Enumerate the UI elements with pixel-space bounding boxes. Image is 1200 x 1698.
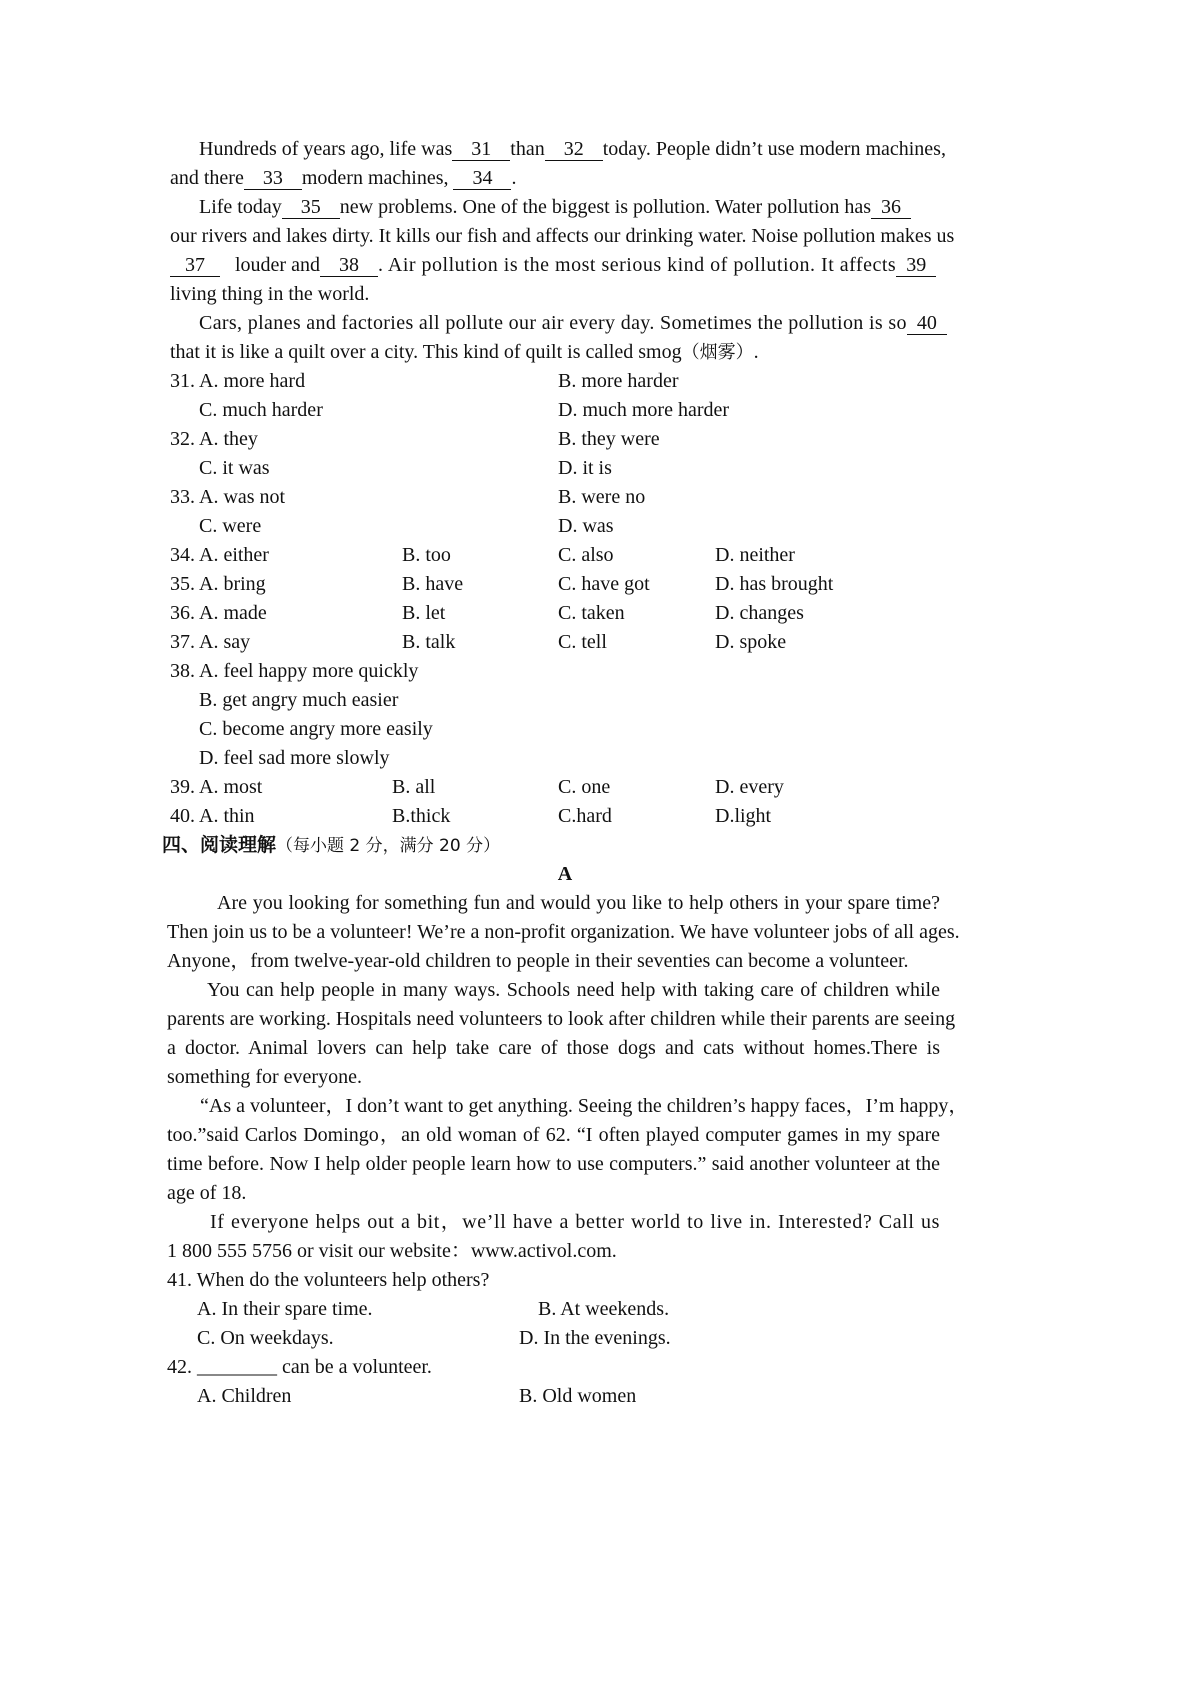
question-number: 37. [170, 631, 195, 653]
option-d: D. it is [558, 457, 612, 479]
cloze-text: modern machines, [301, 167, 449, 189]
option-d: D. has brought [715, 573, 834, 595]
option-c: C. tell [558, 631, 607, 653]
option-d: D. spoke [715, 631, 787, 653]
section-heading [162, 833, 500, 858]
option-c: C. much harder [199, 399, 323, 421]
cloze-text: . [511, 167, 517, 189]
passage-line: too.”said Carlos Domingo，an old woman of 62. “I often played computer games in my spare [167, 1124, 940, 1146]
passage-line: “As a volunteer，I don’t want to get anything. Seeing the children’s happy faces，I’m happy， [200, 1095, 969, 1117]
option-b: B. get angry much easier [199, 689, 399, 711]
question-number: 39. [170, 776, 195, 798]
option-b: B. were no [558, 486, 646, 508]
passage-line: time before. Now I help older people learn how to use computers.” said another volunteer at the [167, 1153, 940, 1175]
cloze-line [170, 340, 759, 365]
option-a: A. more hard [199, 370, 306, 392]
cloze-line: living thing in the world. [170, 283, 370, 305]
question-number: 32. [170, 428, 195, 450]
passage-line: Anyone，from twelve-year-old children to people in their seventies can become a volunteer. [167, 950, 909, 972]
cloze-text: Life today [199, 196, 282, 218]
option-b: B. more harder [558, 370, 679, 392]
section-note: （每小题 2 分，满分 20 分） [276, 836, 501, 856]
option-b: B. Old women [519, 1385, 637, 1407]
option-d: D. feel sad more slowly [199, 747, 390, 769]
cloze-text: new problems. One of the biggest is pollution. Water pollution has [339, 196, 872, 218]
option-a: A. either [199, 544, 269, 566]
cloze-text-cjk: （烟雾） [681, 342, 754, 363]
option-a: A. say [199, 631, 251, 653]
option-b: B. talk [402, 631, 456, 653]
option-a: A. feel happy more quickly [199, 660, 419, 682]
option-d: D. much more harder [558, 399, 730, 421]
option-b: B. let [402, 602, 446, 624]
option-a: A. thin [199, 805, 255, 827]
question-number: 38. [170, 660, 195, 682]
option-b: B.thick [392, 805, 451, 827]
option-c: C. taken [558, 602, 625, 624]
option-a: A. they [199, 428, 258, 450]
passage-line: You can help people in many ways. Schools need help with taking care of children while [207, 979, 940, 1001]
cloze-line [199, 137, 946, 161]
blank-34: 34 [453, 167, 511, 190]
question-stem [167, 1355, 432, 1379]
passage-line: parents are working. Hospitals need volunteers to look after children while their parents are seeing [167, 1008, 956, 1030]
cloze-text: and there [170, 167, 244, 189]
cloze-line [170, 166, 516, 190]
option-c: C. have got [558, 573, 650, 595]
option-a: A. In their spare time. [197, 1298, 373, 1320]
cloze-text: louder and [235, 254, 320, 276]
blank-38: 38 [320, 254, 378, 277]
option-a: A. made [199, 602, 267, 624]
question-number: 31. [170, 370, 195, 392]
blank-40: 40 [907, 312, 947, 335]
question-stem: 41. When do the volunteers help others? [167, 1269, 490, 1291]
question-number: 34. [170, 544, 195, 566]
question-number: 36. [170, 602, 195, 624]
blank-39: 39 [896, 254, 936, 277]
section-title: 四、阅读理解 [162, 834, 277, 856]
passage-line: a doctor. Animal lovers can help take care of those dogs and cats without homes.There is [167, 1037, 940, 1059]
cloze-text: today. People didn’t use modern machines, [602, 138, 946, 160]
cloze-text: that it is like a quilt over a city. This kind of quilt is called smog [170, 341, 682, 363]
option-d: D. changes [715, 602, 804, 624]
option-a: A. most [199, 776, 263, 798]
cloze-line [170, 253, 936, 277]
cloze-line [199, 311, 947, 335]
question-number: 40. [170, 805, 195, 827]
passage-line: Are you looking for something fun and would you like to help others in your spare time? [217, 892, 940, 914]
option-b: B. have [402, 573, 464, 595]
cloze-text: Cars, planes and factories all pollute our air every day. Sometimes the pollution is so [199, 312, 907, 334]
cloze-text: Hundreds of years ago, life was [199, 138, 453, 160]
cloze-line [199, 195, 911, 219]
cloze-line: our rivers and lakes dirty. It kills our fish and affects our drinking water. Noise pollution makes us [170, 225, 955, 247]
option-a: A. was not [199, 486, 286, 508]
option-d: D. neither [715, 544, 795, 566]
cloze-text: . Air pollution is the most serious kind of pollution. It affects [377, 254, 897, 276]
question-number: 42. [167, 1356, 192, 1378]
blank-32: 32 [545, 138, 603, 161]
cloze-text: than [510, 138, 545, 160]
option-c: C. become angry more easily [199, 718, 433, 740]
option-c: C. it was [199, 457, 270, 479]
option-c: C. On weekdays. [197, 1327, 334, 1349]
option-d: D. was [558, 515, 614, 537]
blank-37: 37 [170, 254, 220, 277]
blank-36: 36 [871, 196, 911, 219]
question-number: 35. [170, 573, 195, 595]
option-d: D.light [715, 805, 772, 827]
option-d: D. every [715, 776, 784, 798]
cloze-text: . [753, 341, 759, 363]
blank-31: 31 [452, 138, 510, 161]
passage-line: If everyone helps out a bit，we’ll have a better world to live in. Interested? Call us [210, 1211, 940, 1233]
option-b: B. At weekends. [538, 1298, 670, 1320]
option-c: C. also [558, 544, 614, 566]
option-a: A. bring [199, 573, 266, 595]
answer-blank: ________ [197, 1356, 277, 1378]
passage-line: age of 18. [167, 1182, 247, 1204]
option-d: D. In the evenings. [519, 1327, 671, 1349]
option-b: B. all [392, 776, 436, 798]
option-a: A. Children [197, 1385, 292, 1407]
passage-line: Then join us to be a volunteer! We’re a non-profit organization. We have volunteer jobs of all ages. [167, 921, 960, 943]
option-c: C.hard [558, 805, 612, 827]
option-b: B. they were [558, 428, 660, 450]
option-c: C. were [199, 515, 262, 537]
blank-33: 33 [244, 167, 302, 190]
passage-line: something for everyone. [167, 1066, 362, 1088]
blank-35: 35 [282, 196, 340, 219]
passage-line: 1 800 555 5756 or visit our website：www.activol.com. [167, 1240, 617, 1262]
question-text: can be a volunteer. [282, 1356, 432, 1378]
question-number: 33. [170, 486, 195, 508]
option-b: B. too [402, 544, 451, 566]
passage-label: A [557, 863, 573, 885]
option-c: C. one [558, 776, 611, 798]
